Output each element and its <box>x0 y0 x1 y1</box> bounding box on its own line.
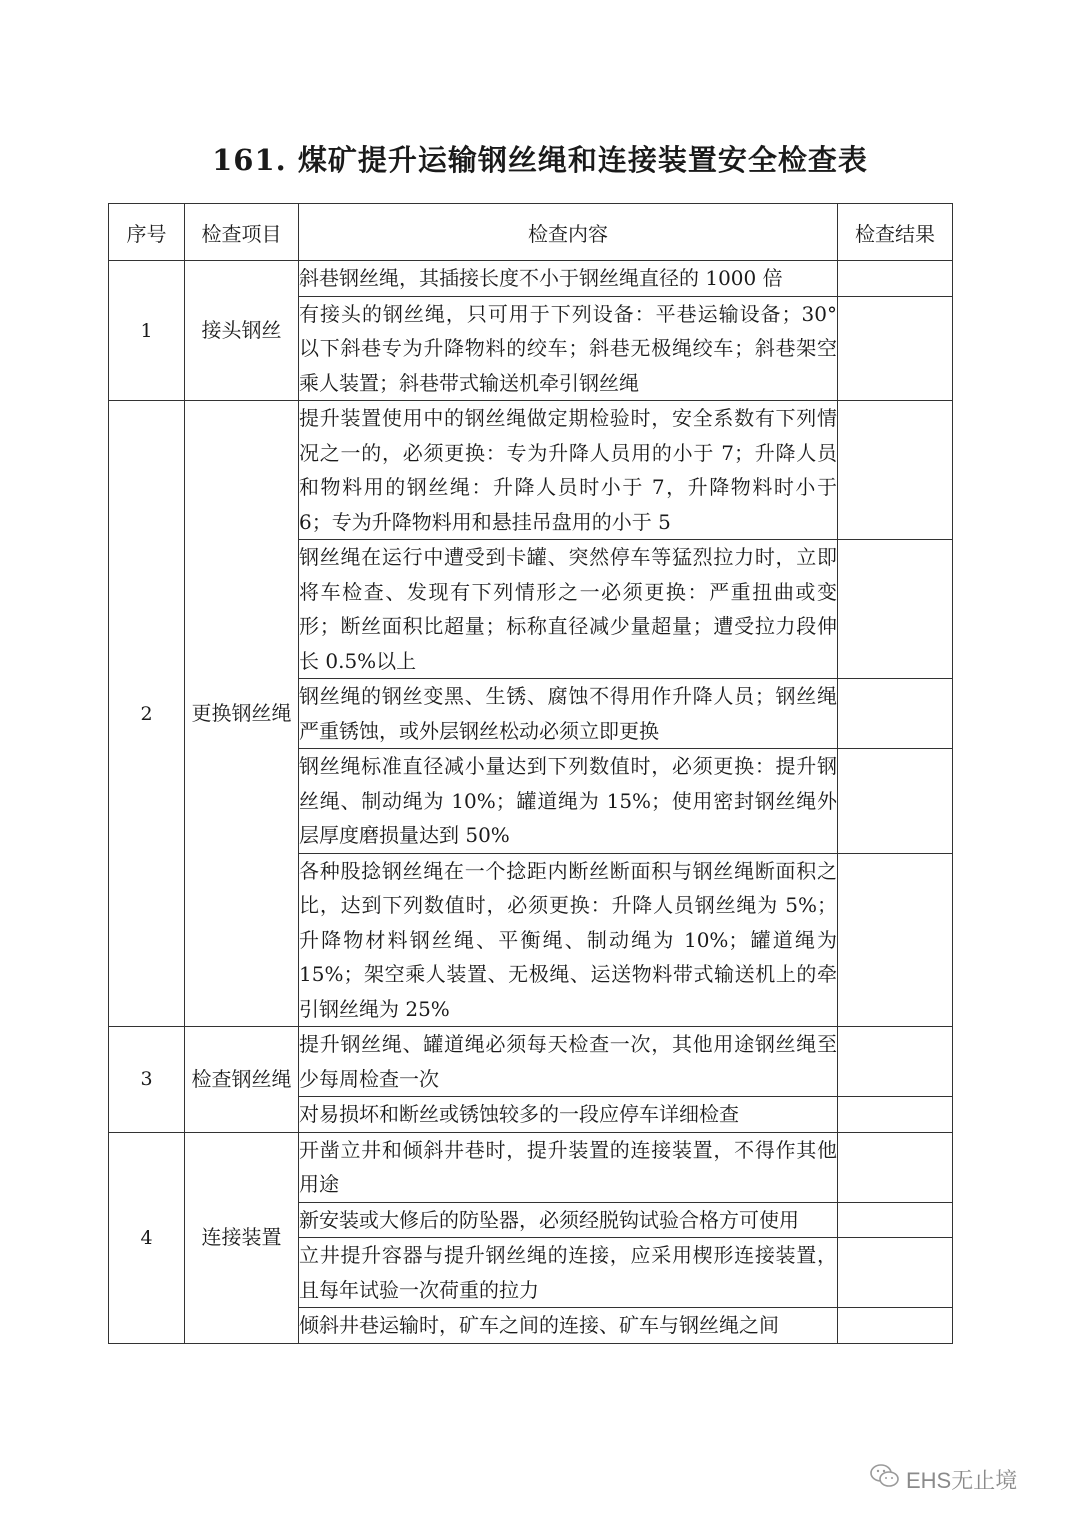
check-result-cell[interactable] <box>838 1238 953 1308</box>
header-item: 检查项目 <box>185 204 299 261</box>
check-result-cell[interactable] <box>838 261 953 297</box>
wechat-icon <box>870 1463 906 1495</box>
check-result-cell[interactable] <box>838 296 953 401</box>
row-number: 3 <box>109 1027 185 1133</box>
page-title: 161. 煤矿提升运输钢丝绳和连接装置安全检查表 <box>212 143 868 177</box>
check-content: 立井提升容器与提升钢丝绳的连接，应采用楔形连接装置，且每年试验一次荷重的拉力 <box>299 1238 838 1308</box>
check-content: 钢丝绳在运行中遭受到卡罐、突然停车等猛烈拉力时，立即将车检查、发现有下列情形之一必须更换：严重扭曲或变形；断丝面积比超量；标称直径减少量超量；遭受拉力段伸长 0.5%以上 <box>299 540 838 679</box>
check-content: 提升钢丝绳、罐道绳必须每天检查一次，其他用途钢丝绳至少每周检查一次 <box>299 1027 838 1097</box>
check-content: 钢丝绳的钢丝变黑、生锈、腐蚀不得用作升降人员；钢丝绳严重锈蚀，或外层钢丝松动必须立即更换 <box>299 679 838 749</box>
check-content: 倾斜井巷运输时，矿车之间的连接、矿车与钢丝绳之间 <box>299 1308 838 1344</box>
table-row <box>109 1027 953 1097</box>
check-result-cell[interactable] <box>838 1132 953 1202</box>
check-result-cell[interactable] <box>838 1027 953 1097</box>
table-row <box>109 261 953 297</box>
check-content: 有接头的钢丝绳，只可用于下列设备：平巷运输设备；30° 以下斜巷专为升降物料的绞车；斜巷无极绳绞车；斜巷架空乘人装置；斜巷带式输送机牵引钢丝绳 <box>299 296 838 401</box>
check-item: 更换钢丝绳 <box>185 401 299 1027</box>
table-row <box>109 1132 953 1202</box>
check-content: 开凿立井和倾斜井巷时，提升装置的连接装置，不得作其他用途 <box>299 1132 838 1202</box>
check-content: 钢丝绳标准直径减小量达到下列数值时，必须更换：提升钢丝绳、制动绳为 10%；罐道绳为 15%；使用密封钢丝绳外层厚度磨损量达到 50% <box>299 749 838 854</box>
check-content: 提升装置使用中的钢丝绳做定期检验时，安全系数有下列情况之一的，必须更换：专为升降人员用的小于 7；升降人员和物料用的钢丝绳：升降人员时小于 7，升降物料时小于 6；专为升降物料用和悬挂吊盘用的小于 5 <box>299 401 838 540</box>
check-result-cell[interactable] <box>838 1308 953 1344</box>
check-content: 各种股捻钢丝绳在一个捻距内断丝断面积与钢丝绳断面积之比，达到下列数值时，必须更换：升降人员钢丝绳为 5%；升降物材料钢丝绳、平衡绳、制动绳为 10%；罐道绳为 15%；架空乘人装置、无极绳、运送物料带式输送机上的牵引钢丝绳为 25% <box>299 853 838 1027</box>
row-number: 4 <box>109 1132 185 1343</box>
check-result-cell[interactable] <box>838 1097 953 1133</box>
header-result: 检查结果 <box>838 204 953 261</box>
check-result-cell[interactable] <box>838 749 953 854</box>
row-number: 2 <box>109 401 185 1027</box>
check-item: 接头钢丝 <box>185 261 299 401</box>
check-content: 斜巷钢丝绳，其插接长度不小于钢丝绳直径的 1000 倍 <box>299 261 838 297</box>
check-result-cell[interactable] <box>838 679 953 749</box>
check-content: 新安装或大修后的防坠器，必须经脱钩试验合格方可使用 <box>299 1202 838 1238</box>
check-item: 连接装置 <box>185 1132 299 1343</box>
inspection-table <box>108 203 953 1344</box>
table-header-row <box>109 204 953 261</box>
watermark-text: EHS无止境 <box>906 1467 1018 1493</box>
check-item: 检查钢丝绳 <box>185 1027 299 1133</box>
check-content: 对易损坏和断丝或锈蚀较多的一段应停车详细检查 <box>299 1097 838 1133</box>
table-row <box>109 401 953 540</box>
check-result-cell[interactable] <box>838 853 953 1027</box>
watermark <box>870 1463 1017 1495</box>
header-no: 序号 <box>109 204 185 261</box>
check-result-cell[interactable] <box>838 401 953 540</box>
check-result-cell[interactable] <box>838 1202 953 1238</box>
header-content: 检查内容 <box>299 204 838 261</box>
row-number: 1 <box>109 261 185 401</box>
check-result-cell[interactable] <box>838 540 953 679</box>
